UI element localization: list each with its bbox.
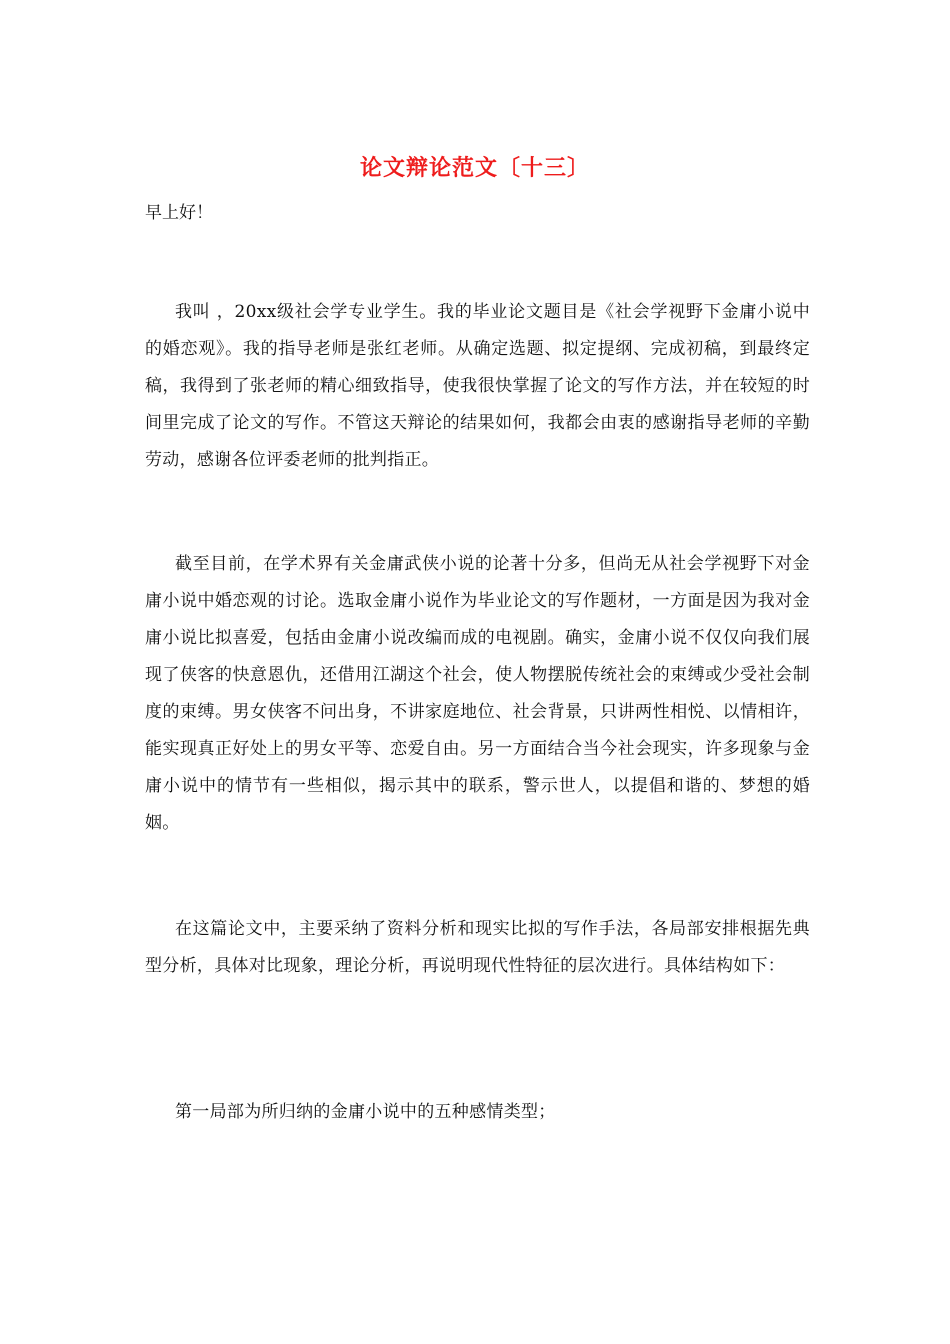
paragraph-method: 在这篇论文中，主要采纳了资料分析和现实比拟的写作手法，各局部安排根据先典型分析，具体对比现象，理论分析，再说明现代性特征的层次进行。具体结构如下： (145, 919, 810, 976)
document-title: 论文辩论范文〔十三〕 (359, 155, 590, 181)
paragraph-topic-selection: 截至目前，在学术界有关金庸武侠小说的论著十分多，但尚无从社会学视野下对金庸小说中婚恋观的讨论。选取金庸小说作为毕业论文的写作题材，一方面是因为我对金庸小说比拟喜爱，包括由金庸小说改编而成的电视剧。确实，金庸小说不仅仅向我们展现了侠客的快意恩仇，还借用江湖这个社会，使人物摆脱传统社会的束缚或少受社会制度的束缚。男女侠客不问出身，不讲家庭地位、社会背景，只讲两性相悦、以情相许，能实现真正好处上的男女平等、恋爱自由。另一方面结合当今社会现实，许多现象与金庸小说中的情节有一些相似，揭示其中的联系，警示世人，以提倡和谐的、梦想的婚姻。 (145, 554, 810, 833)
greeting-text: 早上好！ (145, 203, 213, 223)
paragraph-introduction: 我叫 ，20xx级社会学专业学生。我的毕业论文题目是《社会学视野下金庸小说中的婚恋观》。我的指导老师是张红老师。从确定选题、拟定提纲、完成初稿，到最终定稿，我得到了张老师的精心细致指导，使我很快掌握了论文的写作方法，并在较短的时间里完成了论文的写作。不管这天辩论的结果如何，我都会由衷的感谢指导老师的辛勤劳动，感谢各位评委老师的批判指正。 (145, 302, 810, 470)
paragraph-part-one: 第一局部为所归纳的金庸小说中的五种感情类型； (175, 1102, 556, 1122)
